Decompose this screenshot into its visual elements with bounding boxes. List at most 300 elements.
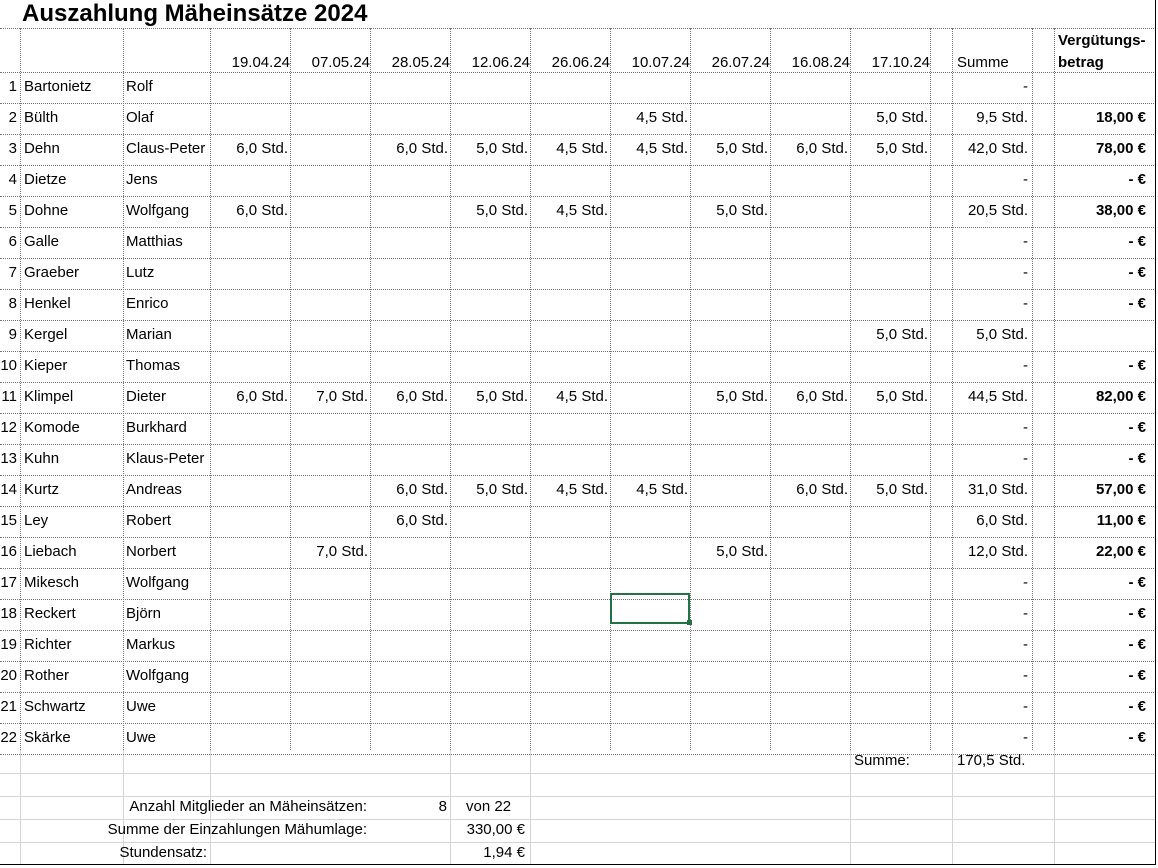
hours-cell[interactable] [212, 536, 288, 567]
hours-cell[interactable] [692, 691, 768, 722]
hours-cell[interactable] [532, 412, 608, 443]
row-sum-cell[interactable]: - [1023, 667, 1028, 684]
pay-amount-cell[interactable]: - € [1128, 171, 1146, 188]
hours-cell[interactable] [532, 629, 608, 660]
row-number[interactable]: 22 [0, 729, 17, 746]
row-sum-cell[interactable]: - [1023, 698, 1028, 715]
date-header[interactable]: 16.08.24 [791, 54, 850, 71]
hours-cell[interactable]: 5,0 Std. [716, 543, 768, 560]
hours-cell[interactable] [452, 226, 528, 257]
hours-cell[interactable] [452, 319, 528, 350]
hours-cell[interactable] [372, 350, 448, 381]
hours-cell[interactable]: 6,0 Std. [236, 388, 288, 405]
hours-cell[interactable] [372, 412, 448, 443]
pay-amount-cell[interactable]: - € [1128, 357, 1146, 374]
pay-amount-cell[interactable]: 22,00 € [1095, 543, 1146, 560]
row-number[interactable]: 11 [1, 388, 17, 405]
last-name-cell[interactable]: Bartonietz [24, 78, 92, 95]
hours-cell[interactable] [772, 71, 848, 102]
hours-cell[interactable] [212, 350, 288, 381]
hours-cell[interactable] [532, 257, 608, 288]
row-sum-cell[interactable]: 5,0 Std. [976, 326, 1028, 343]
row-number[interactable]: 10 [0, 357, 17, 374]
first-name-cell[interactable]: Claus-Peter [126, 140, 206, 157]
hours-cell[interactable] [292, 567, 368, 598]
first-name-cell[interactable]: Matthias [126, 233, 183, 250]
hours-cell[interactable] [772, 195, 848, 226]
row-sum-cell[interactable]: 6,0 Std. [976, 512, 1028, 529]
hours-cell[interactable]: 7,0 Std. [316, 388, 368, 405]
first-name-cell[interactable]: Robert [126, 512, 172, 529]
hours-cell[interactable]: 5,0 Std. [476, 388, 528, 405]
last-name-cell[interactable]: Dehn [24, 140, 60, 157]
row-number[interactable]: 19 [0, 636, 17, 653]
hours-cell[interactable] [292, 71, 368, 102]
hours-cell[interactable] [452, 567, 528, 598]
hours-cell[interactable] [772, 598, 848, 629]
pay-amount-cell[interactable]: - € [1128, 636, 1146, 653]
hours-cell[interactable] [212, 102, 288, 133]
hours-cell[interactable] [612, 350, 688, 381]
hours-cell[interactable] [532, 536, 608, 567]
last-name-cell[interactable]: Reckert [24, 605, 76, 622]
hours-cell[interactable] [532, 102, 608, 133]
hours-cell[interactable]: 5,0 Std. [476, 202, 528, 219]
hours-cell[interactable] [212, 288, 288, 319]
last-name-cell[interactable]: Dietze [24, 171, 67, 188]
pay-amount-cell[interactable]: 78,00 € [1095, 140, 1146, 157]
hours-cell[interactable] [532, 288, 608, 319]
hours-cell[interactable] [212, 567, 288, 598]
row-number[interactable]: 16 [0, 543, 17, 560]
hours-cell[interactable] [852, 505, 928, 536]
row-number[interactable]: 4 [8, 171, 17, 188]
row-sum-cell[interactable]: - [1023, 357, 1028, 374]
first-name-cell[interactable]: Klaus-Peter [126, 450, 205, 467]
row-sum-cell[interactable]: 42,0 Std. [967, 140, 1028, 157]
first-name-cell[interactable]: Dieter [126, 388, 167, 405]
hours-cell[interactable] [852, 536, 928, 567]
last-name-cell[interactable]: Schwartz [24, 698, 86, 715]
date-header[interactable]: 19.04.24 [231, 54, 290, 71]
hours-cell[interactable] [452, 629, 528, 660]
first-name-cell[interactable]: Rolf [126, 78, 153, 95]
row-number[interactable]: 20 [0, 667, 17, 684]
hours-cell[interactable] [452, 722, 528, 753]
hours-cell[interactable] [452, 164, 528, 195]
hours-cell[interactable] [692, 288, 768, 319]
hours-cell[interactable] [372, 443, 448, 474]
hours-cell[interactable] [852, 195, 928, 226]
hours-cell[interactable] [372, 722, 448, 753]
last-name-cell[interactable]: Kurtz [24, 481, 60, 498]
pay-amount-cell[interactable]: 82,00 € [1095, 388, 1146, 405]
hours-cell[interactable] [852, 722, 928, 753]
hours-cell[interactable] [772, 660, 848, 691]
hours-cell[interactable] [612, 226, 688, 257]
hours-cell[interactable]: 5,0 Std. [716, 140, 768, 157]
row-number[interactable]: 8 [8, 295, 17, 312]
first-name-cell[interactable]: Wolfgang [126, 202, 190, 219]
pay-amount-cell[interactable]: - € [1128, 605, 1146, 622]
hours-cell[interactable] [692, 629, 768, 660]
hours-cell[interactable] [612, 412, 688, 443]
hours-cell[interactable] [612, 288, 688, 319]
hours-cell[interactable]: 4,5 Std. [636, 140, 688, 157]
row-sum-cell[interactable]: 31,0 Std. [967, 481, 1028, 498]
first-name-cell[interactable]: Marian [126, 326, 172, 343]
hours-cell[interactable] [612, 319, 688, 350]
sum-header[interactable]: Summe [957, 54, 1009, 71]
hours-cell[interactable] [772, 443, 848, 474]
pay-amount-cell[interactable]: 11,00 € [1096, 512, 1146, 529]
pay-amount-cell[interactable] [1054, 71, 1146, 102]
fill-handle[interactable] [687, 620, 692, 625]
hours-cell[interactable] [612, 257, 688, 288]
hours-cell[interactable]: 6,0 Std. [396, 512, 448, 529]
hours-cell[interactable] [372, 288, 448, 319]
hours-cell[interactable]: 6,0 Std. [396, 481, 448, 498]
hours-cell[interactable] [772, 691, 848, 722]
hours-cell[interactable]: 5,0 Std. [476, 140, 528, 157]
row-sum-cell[interactable]: - [1023, 78, 1028, 95]
last-name-cell[interactable]: Henkel [24, 295, 71, 312]
hours-cell[interactable] [292, 319, 368, 350]
hours-cell[interactable] [772, 629, 848, 660]
hours-cell[interactable] [852, 443, 928, 474]
last-name-cell[interactable]: Liebach [24, 543, 77, 560]
hours-cell[interactable] [692, 598, 768, 629]
hours-cell[interactable]: 5,0 Std. [876, 388, 928, 405]
hours-cell[interactable] [292, 505, 368, 536]
hours-cell[interactable] [452, 412, 528, 443]
hours-cell[interactable] [452, 71, 528, 102]
hours-cell[interactable] [372, 319, 448, 350]
last-name-cell[interactable]: Kuhn [24, 450, 60, 467]
pay-amount-cell[interactable]: - € [1128, 419, 1146, 436]
hours-cell[interactable] [292, 598, 368, 629]
hours-cell[interactable] [772, 102, 848, 133]
hours-cell[interactable] [532, 567, 608, 598]
row-number[interactable]: 1 [8, 78, 17, 95]
hours-cell[interactable]: 6,0 Std. [796, 481, 848, 498]
hours-cell[interactable] [372, 195, 448, 226]
members-value[interactable]: 8 [438, 798, 447, 815]
hours-cell[interactable] [692, 474, 768, 505]
date-header[interactable]: 26.06.24 [551, 54, 610, 71]
hours-cell[interactable] [372, 257, 448, 288]
hours-cell[interactable] [772, 350, 848, 381]
hours-cell[interactable] [212, 319, 288, 350]
hours-cell[interactable] [292, 722, 368, 753]
hours-cell[interactable] [452, 257, 528, 288]
selected-cell[interactable] [610, 593, 690, 624]
hours-cell[interactable] [852, 71, 928, 102]
hours-cell[interactable] [212, 164, 288, 195]
hours-cell[interactable] [692, 226, 768, 257]
first-name-cell[interactable]: Thomas [126, 357, 181, 374]
hours-cell[interactable] [532, 319, 608, 350]
hours-cell[interactable] [372, 71, 448, 102]
hours-cell[interactable] [692, 164, 768, 195]
hours-cell[interactable]: 6,0 Std. [396, 140, 448, 157]
pay-amount-cell[interactable]: - € [1128, 233, 1146, 250]
first-name-cell[interactable]: Uwe [126, 729, 157, 746]
row-sum-cell[interactable]: - [1023, 605, 1028, 622]
hours-cell[interactable] [212, 257, 288, 288]
hours-cell[interactable] [292, 164, 368, 195]
first-name-cell[interactable]: Wolfgang [126, 574, 190, 591]
row-number[interactable]: 9 [8, 326, 17, 343]
hours-cell[interactable] [612, 691, 688, 722]
hours-cell[interactable]: 5,0 Std. [716, 388, 768, 405]
hours-cell[interactable] [612, 629, 688, 660]
last-name-cell[interactable]: Ley [24, 512, 49, 529]
first-name-cell[interactable]: Lutz [126, 264, 155, 281]
first-name-cell[interactable]: Markus [126, 636, 176, 653]
hours-cell[interactable] [772, 536, 848, 567]
hours-cell[interactable] [212, 474, 288, 505]
row-number[interactable]: 21 [0, 698, 17, 715]
last-name-cell[interactable]: Kieper [24, 357, 68, 374]
pay-amount-cell[interactable]: 57,00 € [1095, 481, 1146, 498]
hours-cell[interactable] [452, 505, 528, 536]
last-name-cell[interactable]: Graeber [24, 264, 80, 281]
hours-cell[interactable] [292, 691, 368, 722]
hours-cell[interactable] [452, 288, 528, 319]
first-name-cell[interactable]: Uwe [126, 698, 157, 715]
hours-cell[interactable] [372, 536, 448, 567]
hours-cell[interactable] [292, 257, 368, 288]
pay-amount-cell[interactable]: 18,00 € [1095, 109, 1146, 126]
pay-amount-cell[interactable]: - € [1128, 295, 1146, 312]
pay-amount-cell[interactable]: - € [1128, 698, 1146, 715]
pay-amount-cell[interactable]: - € [1128, 264, 1146, 281]
first-name-cell[interactable]: Norbert [126, 543, 177, 560]
hours-cell[interactable] [372, 598, 448, 629]
row-number[interactable]: 7 [8, 264, 17, 281]
hours-cell[interactable] [612, 195, 688, 226]
hours-cell[interactable] [772, 319, 848, 350]
first-name-cell[interactable]: Olaf [126, 109, 154, 126]
hours-cell[interactable] [692, 71, 768, 102]
hours-cell[interactable] [772, 567, 848, 598]
hours-cell[interactable] [292, 226, 368, 257]
hours-cell[interactable]: 4,5 Std. [636, 109, 688, 126]
hours-cell[interactable] [612, 71, 688, 102]
row-sum-cell[interactable]: 20,5 Std. [967, 202, 1028, 219]
hours-cell[interactable] [852, 567, 928, 598]
hours-cell[interactable] [372, 660, 448, 691]
hours-cell[interactable] [852, 226, 928, 257]
hours-cell[interactable] [772, 288, 848, 319]
row-number[interactable]: 6 [8, 233, 17, 250]
hours-cell[interactable] [772, 722, 848, 753]
first-name-cell[interactable]: Björn [126, 605, 162, 622]
row-number[interactable]: 13 [0, 450, 17, 467]
hours-cell[interactable] [452, 102, 528, 133]
hours-cell[interactable] [212, 598, 288, 629]
hours-cell[interactable] [292, 412, 368, 443]
members-of[interactable]: von 22 [466, 798, 512, 815]
hours-cell[interactable] [772, 257, 848, 288]
hours-cell[interactable]: 4,5 Std. [556, 202, 608, 219]
row-sum-cell[interactable]: - [1023, 171, 1028, 188]
hours-cell[interactable] [212, 660, 288, 691]
hours-cell[interactable]: 5,0 Std. [476, 481, 528, 498]
hours-cell[interactable] [372, 164, 448, 195]
first-name-cell[interactable]: Jens [126, 171, 158, 188]
hours-cell[interactable]: 6,0 Std. [796, 388, 848, 405]
hours-cell[interactable] [532, 660, 608, 691]
payments-value[interactable]: 330,00 € [466, 821, 525, 838]
hours-cell[interactable] [292, 660, 368, 691]
hours-cell[interactable] [692, 567, 768, 598]
hours-cell[interactable] [292, 629, 368, 660]
hours-cell[interactable] [532, 443, 608, 474]
row-number[interactable]: 3 [8, 140, 17, 157]
hours-cell[interactable] [612, 381, 688, 412]
hours-cell[interactable] [292, 195, 368, 226]
hours-cell[interactable] [852, 257, 928, 288]
hours-cell[interactable] [452, 691, 528, 722]
hours-cell[interactable] [612, 536, 688, 567]
hours-cell[interactable] [532, 71, 608, 102]
hours-cell[interactable]: 5,0 Std. [716, 202, 768, 219]
hours-cell[interactable] [532, 505, 608, 536]
last-name-cell[interactable]: Skärke [24, 729, 71, 746]
hours-cell[interactable] [452, 443, 528, 474]
last-name-cell[interactable]: Bülth [24, 109, 59, 126]
hours-cell[interactable] [212, 226, 288, 257]
hours-cell[interactable] [612, 443, 688, 474]
row-sum-cell[interactable]: - [1023, 419, 1028, 436]
row-sum-cell[interactable]: - [1023, 450, 1028, 467]
rate-value[interactable]: 1,94 € [483, 844, 525, 861]
hours-cell[interactable] [372, 102, 448, 133]
date-header[interactable]: 07.05.24 [311, 54, 370, 71]
hours-cell[interactable] [852, 350, 928, 381]
hours-cell[interactable] [292, 350, 368, 381]
row-number[interactable]: 17 [0, 574, 17, 591]
date-header[interactable]: 10.07.24 [631, 54, 690, 71]
last-name-cell[interactable]: Richter [24, 636, 72, 653]
first-name-cell[interactable]: Wolfgang [126, 667, 190, 684]
hours-cell[interactable] [532, 350, 608, 381]
row-number[interactable]: 12 [0, 419, 17, 436]
first-name-cell[interactable]: Burkhard [126, 419, 187, 436]
hours-cell[interactable]: 4,5 Std. [636, 481, 688, 498]
hours-cell[interactable] [292, 133, 368, 164]
hours-cell[interactable] [452, 660, 528, 691]
pay-amount-cell[interactable]: - € [1128, 667, 1146, 684]
row-sum-cell[interactable]: 9,5 Std. [976, 109, 1028, 126]
hours-cell[interactable] [532, 722, 608, 753]
last-name-cell[interactable]: Kergel [24, 326, 68, 343]
hours-cell[interactable] [372, 226, 448, 257]
hours-cell[interactable] [772, 164, 848, 195]
pay-amount-cell[interactable]: - € [1128, 574, 1146, 591]
total-sum-value[interactable]: 170,5 Std. [957, 752, 1026, 769]
row-sum-cell[interactable]: - [1023, 636, 1028, 653]
hours-cell[interactable] [692, 722, 768, 753]
hours-cell[interactable] [692, 319, 768, 350]
hours-cell[interactable] [612, 722, 688, 753]
hours-cell[interactable] [212, 722, 288, 753]
last-name-cell[interactable]: Galle [24, 233, 60, 250]
row-number[interactable]: 15 [0, 512, 17, 529]
hours-cell[interactable] [692, 102, 768, 133]
hours-cell[interactable] [852, 164, 928, 195]
hours-cell[interactable] [692, 257, 768, 288]
hours-cell[interactable] [692, 660, 768, 691]
date-header[interactable]: 28.05.24 [391, 54, 450, 71]
hours-cell[interactable]: 4,5 Std. [556, 140, 608, 157]
last-name-cell[interactable]: Mikesch [24, 574, 80, 591]
hours-cell[interactable]: 6,0 Std. [236, 140, 288, 157]
last-name-cell[interactable]: Klimpel [24, 388, 74, 405]
hours-cell[interactable] [372, 691, 448, 722]
row-sum-cell[interactable]: - [1023, 233, 1028, 250]
hours-cell[interactable] [612, 660, 688, 691]
hours-cell[interactable] [532, 691, 608, 722]
hours-cell[interactable]: 7,0 Std. [316, 543, 368, 560]
hours-cell[interactable] [692, 412, 768, 443]
hours-cell[interactable] [772, 505, 848, 536]
row-number[interactable]: 18 [0, 605, 17, 622]
hours-cell[interactable] [532, 226, 608, 257]
hours-cell[interactable] [612, 505, 688, 536]
hours-cell[interactable] [372, 629, 448, 660]
hours-cell[interactable]: 5,0 Std. [876, 481, 928, 498]
date-header[interactable]: 26.07.24 [711, 54, 770, 71]
hours-cell[interactable] [292, 443, 368, 474]
hours-cell[interactable] [372, 567, 448, 598]
hours-cell[interactable] [852, 288, 928, 319]
hours-cell[interactable] [452, 536, 528, 567]
hours-cell[interactable] [212, 505, 288, 536]
pay-amount-cell[interactable]: 38,00 € [1095, 202, 1146, 219]
hours-cell[interactable]: 6,0 Std. [236, 202, 288, 219]
date-header[interactable]: 17.10.24 [871, 54, 930, 71]
hours-cell[interactable] [612, 164, 688, 195]
hours-cell[interactable] [692, 443, 768, 474]
pay-header-line1[interactable]: Vergütungs- [1058, 32, 1146, 49]
hours-cell[interactable] [212, 412, 288, 443]
last-name-cell[interactable]: Rother [24, 667, 70, 684]
hours-cell[interactable] [292, 474, 368, 505]
hours-cell[interactable] [452, 350, 528, 381]
row-sum-cell[interactable]: - [1023, 264, 1028, 281]
hours-cell[interactable]: 6,0 Std. [796, 140, 848, 157]
hours-cell[interactable] [212, 691, 288, 722]
hours-cell[interactable] [452, 598, 528, 629]
hours-cell[interactable] [852, 629, 928, 660]
last-name-cell[interactable]: Dohne [24, 202, 69, 219]
hours-cell[interactable] [772, 412, 848, 443]
row-sum-cell[interactable]: - [1023, 729, 1028, 746]
hours-cell[interactable]: 6,0 Std. [396, 388, 448, 405]
hours-cell[interactable] [852, 691, 928, 722]
hours-cell[interactable]: 5,0 Std. [876, 109, 928, 126]
pay-amount-cell[interactable]: - € [1128, 729, 1146, 746]
row-number[interactable]: 14 [0, 481, 17, 498]
row-number[interactable]: 5 [8, 202, 17, 219]
last-name-cell[interactable]: Komode [24, 419, 80, 436]
hours-cell[interactable] [852, 412, 928, 443]
hours-cell[interactable] [692, 505, 768, 536]
row-sum-cell[interactable]: 44,5 Std. [967, 388, 1028, 405]
